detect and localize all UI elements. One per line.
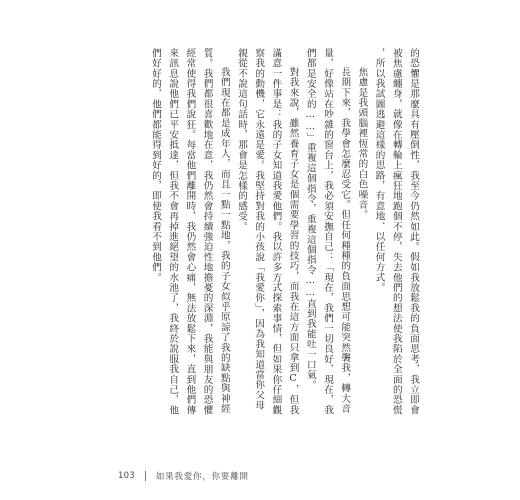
vertical-text-body [128,48,418,448]
text-column: 來訊息說他們已平安抵達，但我不會再掉進絕望的水池了，我終於說服我自己，他 [167,48,179,416]
text-column: 親從不說這句話時，那會是怎樣的感受。 [236,48,247,232]
text-column: 質。我們都很喜歡地在意，我仍然會持續強迫性地擔憂的深淵，我能與朋友的恐懼 [201,48,213,416]
text-column: 被焦慮纏身，就像在轉輪上瘋狂地跑個不停，失去他們的想法使我陷於全面的恐慌 [390,48,402,416]
text-column: 察我的動機，它永遠是愛。我堅持對我的小孩說「我愛你」，因為我知道當你父母 [253,48,265,411]
page-number: 103 [118,471,135,481]
footer-divider [145,471,146,481]
text-column: 焦慮是我頭腦裡恆常的白色噪音。 [356,67,368,220]
text-column: 經常使得我們說狂。每當他們離開時，我仍然會心痛，無法放鬆下來，直到他們傳 [184,48,196,416]
text-column: 的恐懼是那麼具有壓倒性，我至今仍然如此。假如我放鬆我的負面思考，我立即會 [408,48,419,416]
page-footer [118,470,249,482]
text-column: ，所以我試圖逃避這樣的思路，有意地、以任何方式。 [373,48,385,293]
book-title: 如果我愛你，你要離開 [155,472,249,482]
text-column: 滿意一件事是：我的子女知道我愛他們。我以許多方式探索事情，但如果你仔細觀 [270,48,282,416]
text-column: 們好好的，他們都能得到好的，即使我看不到他們。 [150,48,161,283]
text-column: 們都是安全的……」重複這個指令，重複這個指令……直到我能吐一口氣。 [304,48,316,391]
text-column: 對我來說，雖然養育子女是個需要學習的技巧，而我在這方面只拿到C，但我 [287,67,299,416]
text-column: 量，好像站在吵雜的窗台上，我必須安撫自己：「現在，我們一切良好，現在，我 [322,48,333,416]
text-column: 我們現在都是成年人，而且一點一點地，我的子女似乎原諒了我的缺點與神經 [218,67,230,414]
text-column: 長期下來，我學會怎麼忍受它。但任何種種的負面思想可能突然襲我，轉大音 [339,67,351,414]
